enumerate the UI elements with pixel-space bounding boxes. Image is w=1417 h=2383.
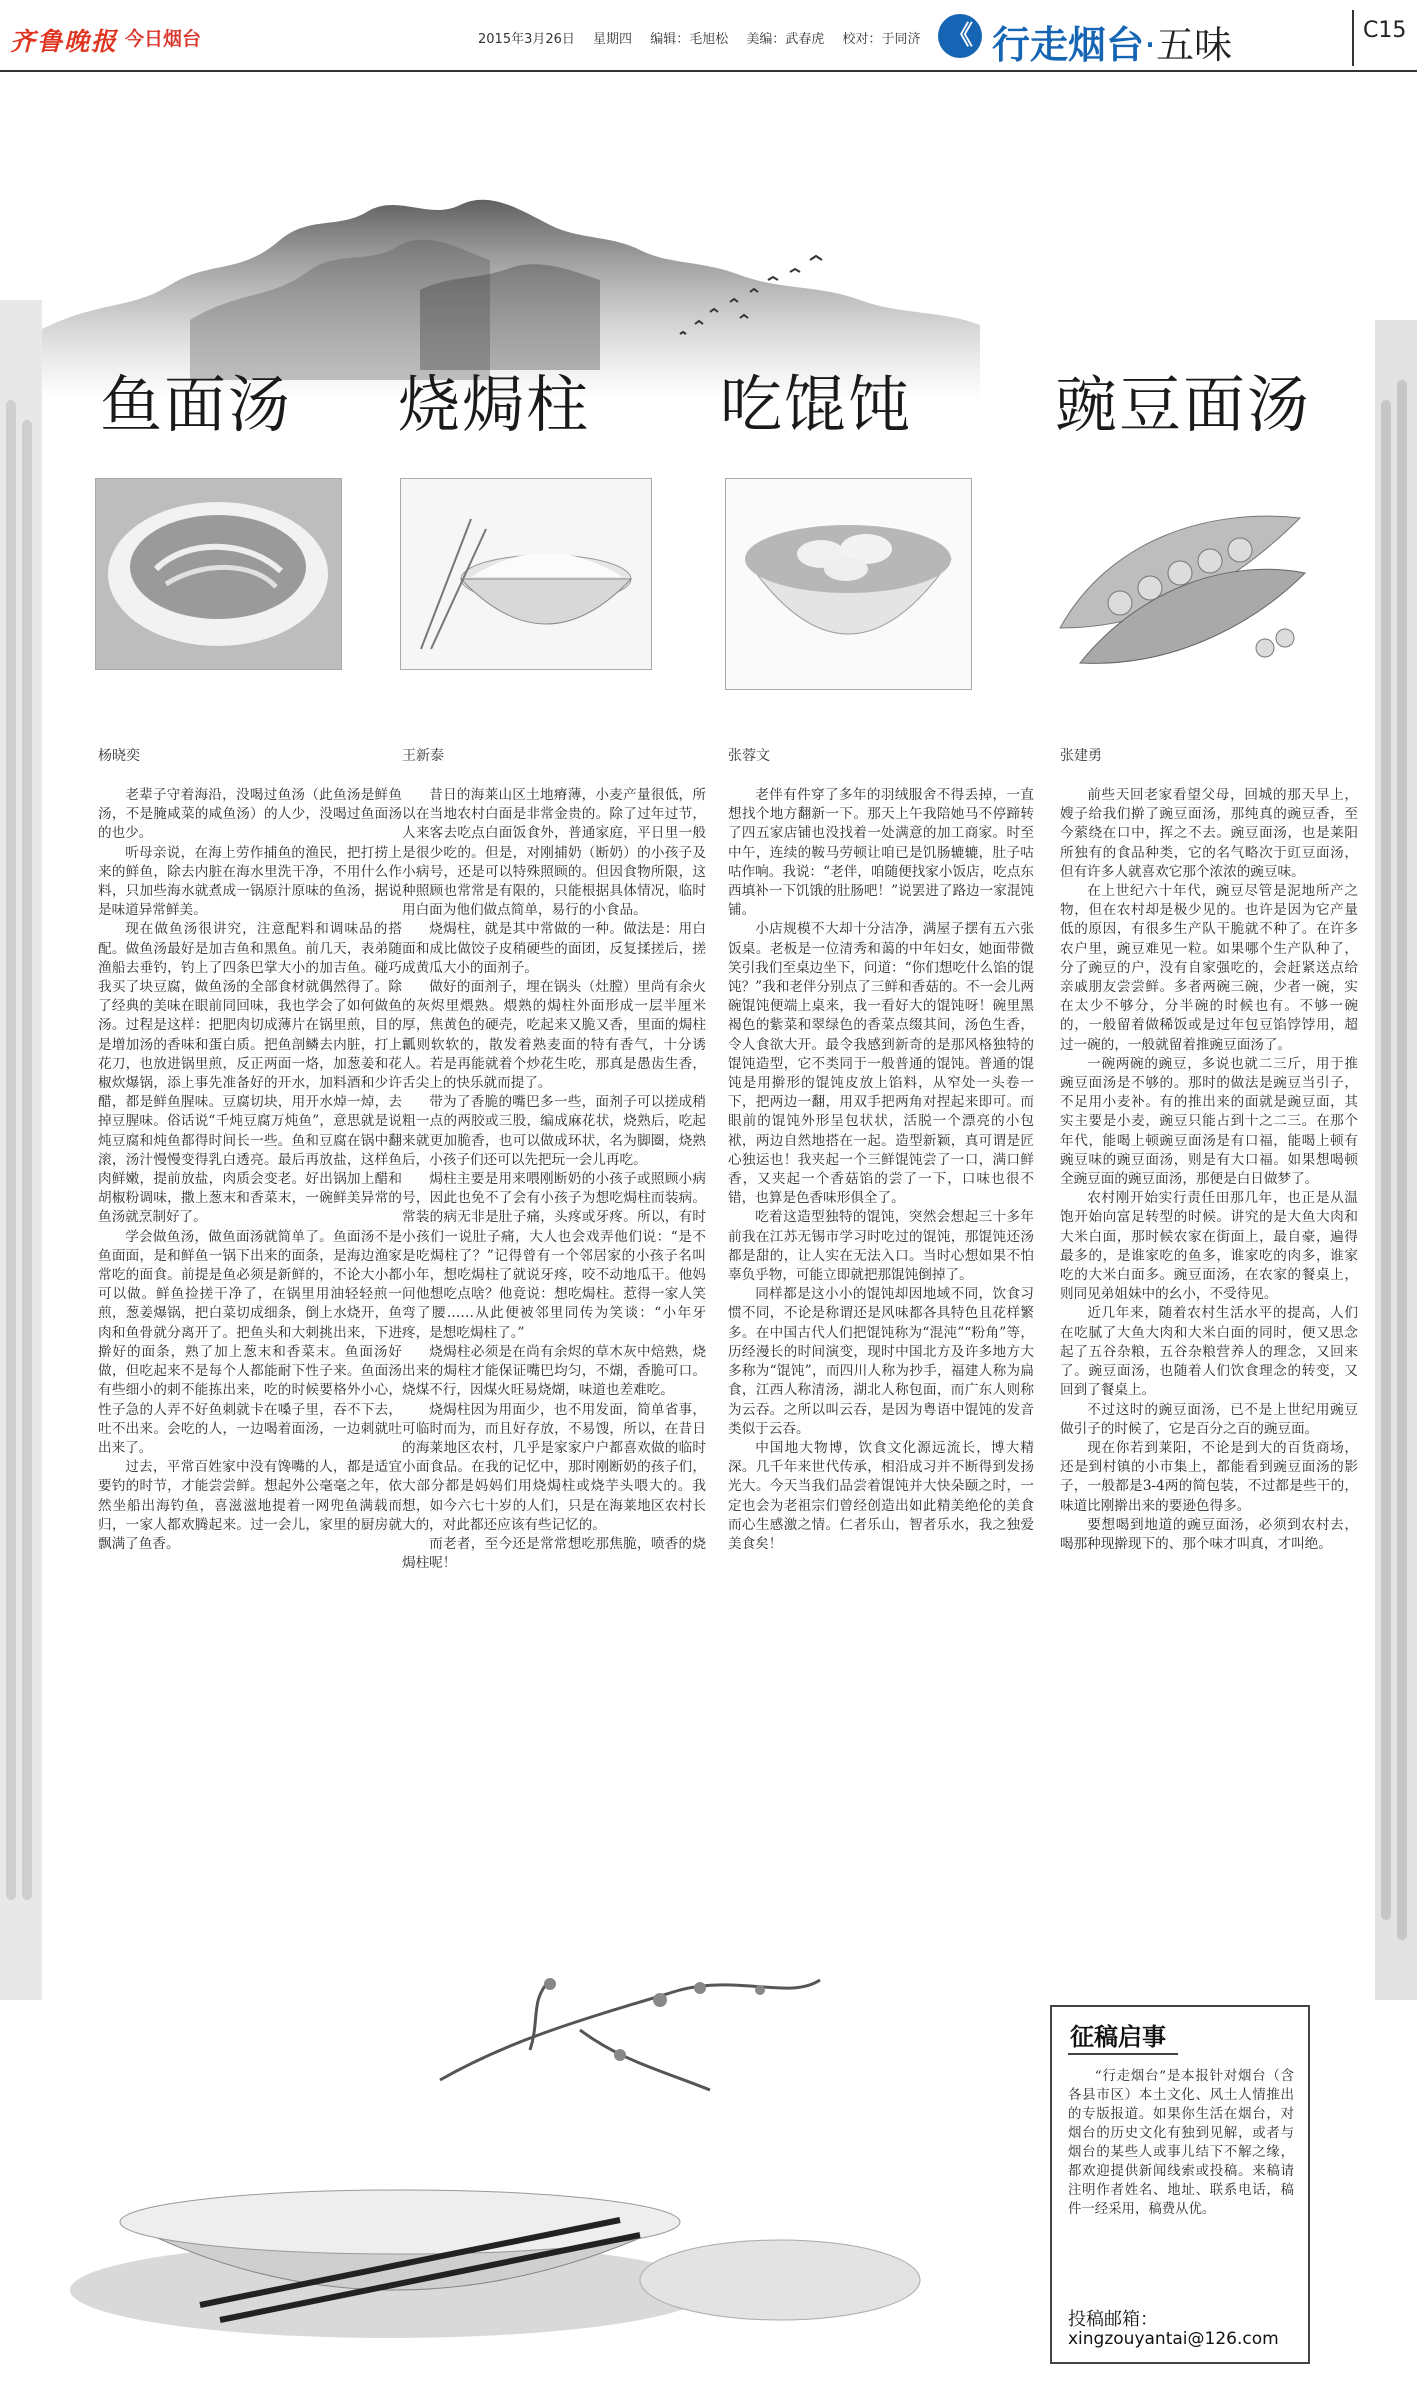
email-address[interactable]: xingzouyantai@126.com (1068, 2329, 1279, 2349)
article-author: 张蓉文 (728, 748, 770, 764)
wonton-soup-photo (725, 478, 972, 690)
bird-flock-icon (640, 240, 860, 360)
email-label: 投稿邮箱： (1068, 2309, 1158, 2330)
call-for-papers-text (1068, 2067, 1294, 2219)
call-for-papers-box (1050, 2005, 1310, 2364)
paragraph: “行走烟台”是本报针对烟台（含各县市区）本土文化、风土人情推出的专版报道。如果你生活在烟台，对烟台的历史文化有独到见解，或者与烟台的某些人或事儿结下不解之缘，都欢迎提供新闻线索或投稿。来稿请注明作者姓名、地址、联系电话，稿件一经采用，稿费从优。 (1068, 2069, 1294, 2217)
header-meta (478, 28, 935, 47)
paragraph: 烧焗柱，就是其中常做的一种。做法是：用白面和成比做饺子皮稍硬些的面团，反复揉搓后，搓成黄瓜大小的面剂子。 (402, 921, 706, 976)
paragraph: 焗柱主要是用来喂刚断奶的小孩子或照顾小病号，因此也免不了会有小孩子为想吃焗柱而装病。常装的病无非是肚子痛，头疼或牙疼。所以，有时小孩们一说肚子痛，大人也会戏弄他们说：“是不是吃焗柱了？”记得曾有一个邻居家的小孩子名叫小年，想吃焗柱了就说牙疼，咬不动地瓜干。他妈问他想吃点啥？他竟说：想吃焗柱。惹得一家人笑弯了腰……从此便被邻里同传为笑谈：“小年牙疼，是想吃焗柱了。” (402, 1171, 706, 1341)
corn-illustration (0, 300, 60, 2000)
article-title: 鱼面汤 (100, 368, 293, 441)
newspaper-logo: 齐鲁晚报 (10, 27, 119, 56)
article-body (728, 786, 1034, 1554)
column-title (992, 14, 1232, 69)
paragraph: 同样都是这小小的馄饨却因地域不同，饮食习惯不同，不论是称谓还是风味都各具特色且花样繁多。在中国古代人们把馄饨称为“混沌”“粉角”等，历经漫长的时间演变，现时中国北方及许多地方大多称为“馄饨”，而四川人称为抄手，福建人称为扁食，江西人称清汤，湖北人称包面，而广东人则称为云吞。之所以叫云吞，是因为粤语中馄饨的发音类似于云吞。 (728, 1286, 1034, 1437)
paragraph: 一碗两碗的豌豆，多说也就二三斤，用于推豌豆面汤是不够的。那时的做法是豌豆当引子，不足用小麦补。有的推出来的面就是豌豆面，其实主要是小麦，豌豆只能占到十之二三。在那个年代，能喝上顿豌豆面汤是有口福，能喝上顿有豌豆味的豌豆面汤，则是有大口福。如果想喝顿全豌豆面的豌豆面汤，那便是白日做梦了。 (1060, 1055, 1358, 1188)
plum-branch-illustration (60, 1960, 1060, 2360)
article-body (402, 786, 706, 1573)
paragraph: 小店规模不大却十分洁净，满屋子摆有五六张饭桌。老板是一位清秀和蔼的中年妇女，她面带微笑引我们至桌边坐下，问道：“你们想吃什么馅的馄饨？”我和老伴分别点了三鲜和香菇的。不一会儿两碗馄饨便端上桌来，我一看好大的馄饨呀！碗里黑褐色的紫菜和翠绿色的香菜点缀其间，汤色生香，令人食欲大开。最令我感到新奇的是那风格独特的馄饨造型，它不类同于一般普通的馄饨。普通的馄饨是用擀形的馄饨皮放上馅料，从窄处一头卷一下，把两边一翻，用双手把两角对捏起来即可。而眼前的馄饨外形呈包状状，活脱一个漂亮的小包袱，两边自然地搭在一起。造型新颖，真可谓是匠心独运也！我夹起一个三鲜馄饨尝了一口，满口鲜香，又夹起一个香菇馅的尝了一下，口味也很不错，也算是色香味形俱全了。 (728, 921, 1035, 1207)
header-divider (1352, 10, 1354, 66)
article-author: 张建勇 (1060, 748, 1102, 764)
paragraph: 而老者，至今还是常常想吃那焦脆，喷香的烧焗柱呢！ (402, 1535, 706, 1572)
paragraph: 吃着这造型独特的馄饨，突然会想起三十多年前我在江苏无锡市学习时吃过的馄饨，那馄饨还汤都是甜的，让人实在无法入口。当时心想如果不怕辜负乎物，可能立即就把那馄饨倒掉了。 (728, 1209, 1034, 1284)
paragraph: 要想喝到地道的豌豆面汤，必须到农村去，喝那种现擀现下的、那个味才叫真，才叫绝。 (1060, 1516, 1358, 1552)
paragraph: 农村刚开始实行责任田那几年，也正是从温饱开始向富足转型的时候。讲究的是大鱼大肉和大米白面，那时候农家在街面上，最自豪，遍得最多的，是谁家吃的鱼多，谁家吃的肉多，谁家吃的大米白面多。豌豆面汤，在农家的餐桌上，则同见弟姐妹中的幺小，不受待见。 (1060, 1190, 1358, 1303)
article-author: 杨晓奕 (98, 748, 140, 764)
paragraph: 在上世纪六十年代，豌豆尽管是泥地所产之物，但在农村却是极少见的。也许是因为它产量低的原因，有很多生产队干脆就不种了。在许多农户里，豌豆难见一粒。如果哪个生产队种了，分了豌豆的户，没有自家强吃的，会赶紧送点给亲戚朋友尝尝鲜。多者两碗三碗，少者一碗，实在太少不够分，分半碗的时候也有。不够一碗的，一般留着做稀饭或是过年包豆馅饽饽用，超过一碗的，一般就留着推豌豆面汤了。 (1060, 883, 1358, 1053)
paragraph: 不过这时的豌豆面汤，已不是上世纪用豌豆做引子的时候了，它是百分之百的豌豆面。 (1060, 1401, 1358, 1437)
paragraph: 现在你若到莱阳，不论是到大的百货商场，还是到村镇的小市集上，都能看到豌豆面汤的影子，一般都是3-4两的简包装，不过都是些干的，味道比刚擀出来的要逊色得多。 (1060, 1439, 1358, 1514)
chevron-left-icon: 《 (938, 14, 982, 58)
paragraph: 烧焗柱因为用面少，也不用发面，简单省事，可临时而为，而且好存放，不易馊，所以，在昔日的海莱地区农村，几乎是家家户户都喜欢做的临时小面食品。在我的记忆中，那时刚断奶的孩子们，大部分都是妈妈们用烧焗柱或烧芋头喂大的。我想，如今六七十岁的人们，只是在海莱地区农村长大的，对此都还应该有些记忆的。 (402, 1401, 706, 1533)
paragraph: 近几年来，随着农村生活水平的提高，人们在吃腻了大鱼大肉和大米白面的同时，便又思念起了五谷杂粮，五谷杂粮营养人的理念，又回来了。豌豆面汤，也随着人们饮食理念的转变，又回到了餐桌上。 (1060, 1305, 1358, 1399)
title-underline (1068, 2053, 1178, 2055)
paragraph: 听母亲说，在海上劳作捕鱼的渔民，把打捞上来的鲜鱼，除去内脏在海水里洗干净，不用什么作料，只加些海水就煮成一锅原汁原味的鱼汤，据说是味道异常鲜美。 (98, 844, 402, 919)
paragraph: 做好的面剂子，埋在锅头（灶膛）里尚有余火的灰烬里煨熟。煨熟的焗柱外面形成一层半厘米厚，焦黄色的硬壳，吃起来又脆又香，里面的焗柱瓤则软软的，散发着熟麦面的特有香气，十分诱人。若是再能就着个炒花生吃，那真是愚齿生香，舌尖上的快乐就而提了。 (402, 979, 706, 1092)
paragraph: 中国地大物博，饮食文化源远流长，博大精深。几千年来世代传承，相沿成习并不断得到发扬光大。今天当我们品尝着馄饨并大快朵颐之时，一定也会为老祖宗们曾经创造出如此精美绝伦的美食而心生感激之情。仁者乐山，智者乐水，我之独爱美食矣！ (728, 1439, 1034, 1552)
article-title: 豌豆面汤 (1055, 368, 1312, 441)
paragraph: 过去，平常百姓家中没有馋嘴的人，都是适宜要钓的时节，才能尝尝鲜。想起外公毫毫之年，依然坐船出海钓鱼，喜滋滋地提着一网兜鱼满载而归，一家人都欢腾起来。过一会儿，家里的厨房就飘满了鱼香。 (98, 1459, 402, 1552)
proofreader-credit: 校对：于同济 (842, 32, 921, 47)
designer-credit: 美编：武春虎 (746, 32, 825, 47)
column-subtitle: 五味 (1156, 23, 1233, 67)
column-name: 行走烟台 (992, 23, 1145, 67)
issue-date: 2015年3月26日 (478, 32, 575, 47)
edition-name: 今日烟台 (125, 28, 202, 50)
corn-illustration (1367, 320, 1417, 2000)
article-title: 烧焗柱 (398, 368, 591, 441)
pea-pods-photo (1050, 478, 1315, 678)
column-dot: · (1144, 23, 1157, 67)
paragraph: 学会做鱼汤，做鱼面汤就简单了。鱼面汤不是鱼面面，是和鲜鱼一锅下出来的面条，是海边渔家常吃的面食。前提是鱼必须是新鲜的，不论大小都可以做。鲜鱼捡搓干净了，在锅里用油轻轻煎一煎，葱姜爆锅，把白菜切成细条，倒上水烧开，鱼肉和鱼骨就分离开了。把鱼头和大刺挑出来，下进擀好的面条，熟了加上葱末和香菜末。鱼面汤好做，但吃起来不是每个人都能耐下性子来。鱼面汤有些细小的刺不能拣出来，吃的时候要格外小心，性子急的人弄不好鱼刺就卡在嗓子里，吞不下去，吐不出来。会吃的人，一边喝着面汤，一边刺就吐出来了。 (98, 1228, 402, 1456)
editor-credit: 编辑：毛旭松 (650, 32, 729, 47)
article-body (98, 786, 402, 1554)
paragraph: 带为了香脆的嘴巴多一些，面剂子可以搓成稍粗一点的两胶或三股，编成麻花状，烧熟后，吃起来就更加脆香，也可以做成环状，名为脚圈，烧熟后，小孩子们还可以先把玩一会儿再吃。 (402, 1094, 706, 1168)
issue-weekday: 星期四 (593, 32, 633, 47)
article-body (1060, 786, 1358, 1554)
header-rule (0, 70, 1417, 72)
paragraph: 现在做鱼汤很讲究，注意配料和调味品的搭配。做鱼汤最好是加吉鱼和黑鱼。前几天，表弟随渔船去垂钓，钓上了四条巴掌大小的加吉鱼。碰巧我买了块豆腐，做鱼汤的全部食材就偶然得了。除了经典的美味在眼前同回味，我也学会了如何做鱼汤。过程是这样：把肥肉切成薄片在锅里煎，目的是增加汤的香味和蛋白质。把鱼剖鳞去内脏，打上花刀，也放进锅里煎，反正两面一烙，加葱姜和花椒炊爆锅，添上事先准备好的开水，加料酒和少许醋，都是鲜鱼腥味。豆腐切块，用开水焯一焯，去掉豆腥味。俗话说“千炖豆腐万炖鱼”，意思就是说炖豆腐和炖鱼都得时间长一些。鱼和豆腐在锅中翻滚，汤汁慢慢变得乳白透亮。最后再放盐，这样鱼肉鲜嫩，提前放盐，肉质会变老。好出锅加上醋和胡椒粉调味，撒上葱末和香菜末，一碗鲜美异常的鱼汤就烹制好了。 (98, 921, 402, 1226)
page-number: C15 (1363, 18, 1407, 43)
fish-noodle-soup-photo (95, 478, 342, 670)
flour-bowl-photo (400, 478, 652, 670)
paragraph: 昔日的海莱山区土地瘠薄，小麦产量很低，所以在当地农村白面是非常金贵的。除了过年过节，人来客去吃点白面饭食外，普通家庭，平日里一般是很少吃的。但是，对刚捕奶（断奶）的小孩子及小病号，还是可以特殊照顾的。但因食物所限，这种照顾也常常是有限的，只能根据具体情况，临时用白面为他们做点简单，易行的小食品。 (402, 787, 706, 919)
article-author: 王新泰 (402, 748, 444, 764)
paragraph: 烧焗柱必须是在尚有余烬的草木灰中焙熟，烧出来的焗柱才能保证嘴巴均匀，不煳，香脆可口。烧煤不行，因煤火旺易烧煳，味道也差难吃。 (402, 1343, 706, 1399)
paragraph: 前些天回老家看望父母，回城的那天早上，嫂子给我们擀了豌豆面汤，那纯真的豌豆香，至今萦绕在口中，挥之不去。豌豆面汤，也是莱阳所独有的食品种类，它的名气略次于豇豆面汤，但有许多人就喜欢它那个浓浓的豌豆味。 (1060, 787, 1358, 880)
paragraph: 老辈子守着海沿，没喝过鱼汤（此鱼汤是鲜鱼汤，不是腌咸菜的咸鱼汤）的人少，没喝过鱼面汤的也少。 (98, 787, 402, 842)
article-title: 吃馄饨 (720, 368, 913, 441)
call-for-papers-title: 征稿启事 (1070, 2023, 1166, 2051)
paragraph: 老伴有件穿了多年的羽绒服舍不得丢掉，一直想找个地方翻新一下。那天上午我陪她马不停蹄转了四五家店铺也没找着一处满意的加工商家。时至中午，连续的鞍马劳顿让咱已是饥肠辘辘，肚子咕咕作响。我说：“老伴，咱随便找家小饭店，吃点东西填补一下饥饿的肚肠吧！”说罢进了路边一家混饨铺。 (728, 787, 1035, 919)
